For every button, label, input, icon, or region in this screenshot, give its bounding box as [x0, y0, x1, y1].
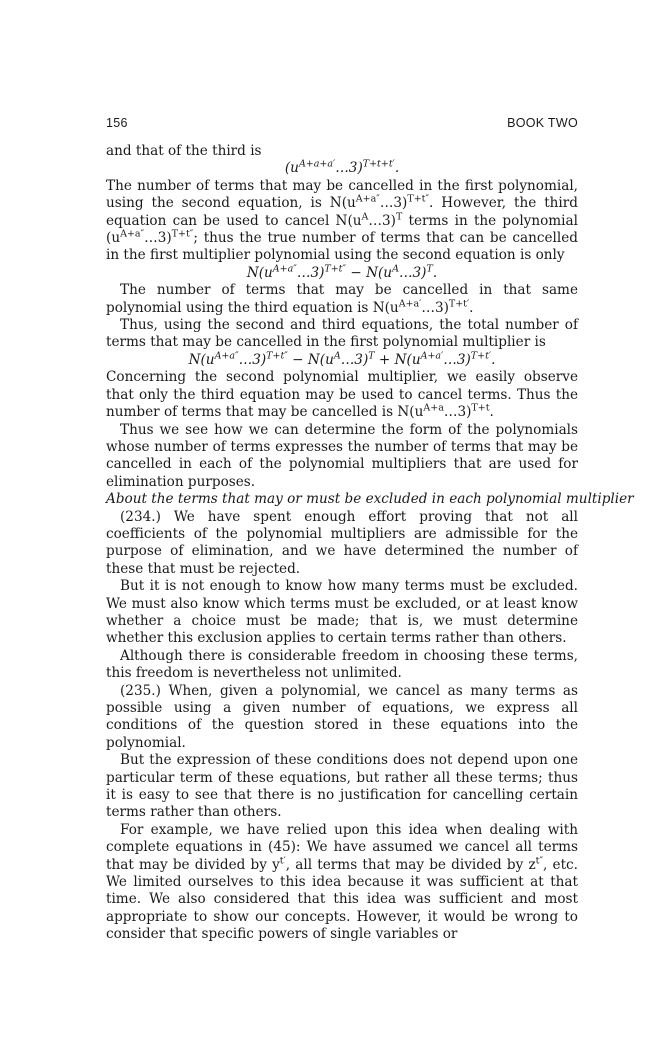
running-title: BOOK TWO: [507, 116, 578, 130]
paragraph: The number of terms that may be cancelled in that same polynomial using the third equation is $N(u^{A+a'}\dots 3)^{T+t'}$.: [106, 282, 578, 316]
page-body: [106, 143, 634, 944]
paragraph: (235.) When, given a polynomial, we cancel as many terms as possible using a given number of equations, we express all conditions of the question stored in these equations into the polynomial.: [106, 682, 578, 751]
equation: $(u^{A+a+a'}\dots 3)^{T+t+t'}$.: [284, 158, 400, 177]
paragraph: Although there is considerable freedom in choosing these terms, this freedom is nevertheless not unlimited.: [106, 647, 578, 682]
paragraph: and that of the third is: [106, 143, 262, 159]
paragraph: (234.) We have spent enough effort proving that not all coefficients of the polynomial multipliers are admissible for the purpose of elimination, and we have determined the number of these that must be rejected.: [106, 508, 578, 577]
equation: $N(u^{A+a''}\dots 3)^{T+t''}$ − $N(u^A\dots 3)^T$.: [246, 263, 438, 281]
paragraph: But the expression of these conditions does not depend upon one particular term of these equations, but rather all these terms; thus it is easy to see that there is no justification for cancelling certain terms rather than others.: [106, 752, 578, 821]
paragraph: Concerning the second polynomial multiplier, we easily observe that only the third equation may be used to cancel terms. Thus the number of terms that may be cancelled is $N(u^{A+a}\dots 3)^{T+t}$.: [106, 369, 578, 421]
equation: $N(u^{A+a''}\dots 3)^{T+t''}$ − $N(u^A\dots 3)^T$ + $N(u^{A+a'}\dots 3)^{T+t'}$.: [188, 350, 496, 368]
page-number: 156: [106, 116, 128, 130]
paragraph: The number of terms that may be cancelled in the first polynomial, using the second equation, is $N(u^{A+a''}\dots 3)^{T+t''}$. However, the third equation can be used to cancel $N(u^A\dots 3)^T$ terms in the polynomial $(u^{A+a''}\dots 3)^{T+t''}$; thus the true number of terms that can be cancelled in the first multiplier polynomial using the second equation is only: [106, 177, 578, 264]
paragraph: Thus we see how we can determine the form of the polynomials whose number of terms expresses the number of terms that may be cancelled in each of the polynomial multipliers that are used for elimination purposes.: [106, 421, 578, 490]
paragraph: But it is not enough to know how many terms must be excluded. We must also know which terms must be excluded, or at least know whether a choice must be made; that is, we must determine whether this exclusion applies to certain terms rather than others.: [106, 578, 578, 647]
paragraph: Thus, using the second and third equations, the total number of terms that may be cancelled in the first polynomial multiplier is: [106, 317, 578, 351]
paragraph: For example, we have relied upon this idea when dealing with complete equations in (45): We have assumed we cancel all terms that may be divided by $y^{t'}$, all terms that may be divided by $z^{t''}$, etc. We limited ourselves to this idea because it was sufficient at that time. We also considered that this idea was sufficient and most appropriate to show our concepts. However, it would be wrong to consider that specific powers of single variables or: [106, 821, 578, 943]
section-title: About the terms that may or must be excluded in each polynomial multiplier: [106, 491, 634, 508]
